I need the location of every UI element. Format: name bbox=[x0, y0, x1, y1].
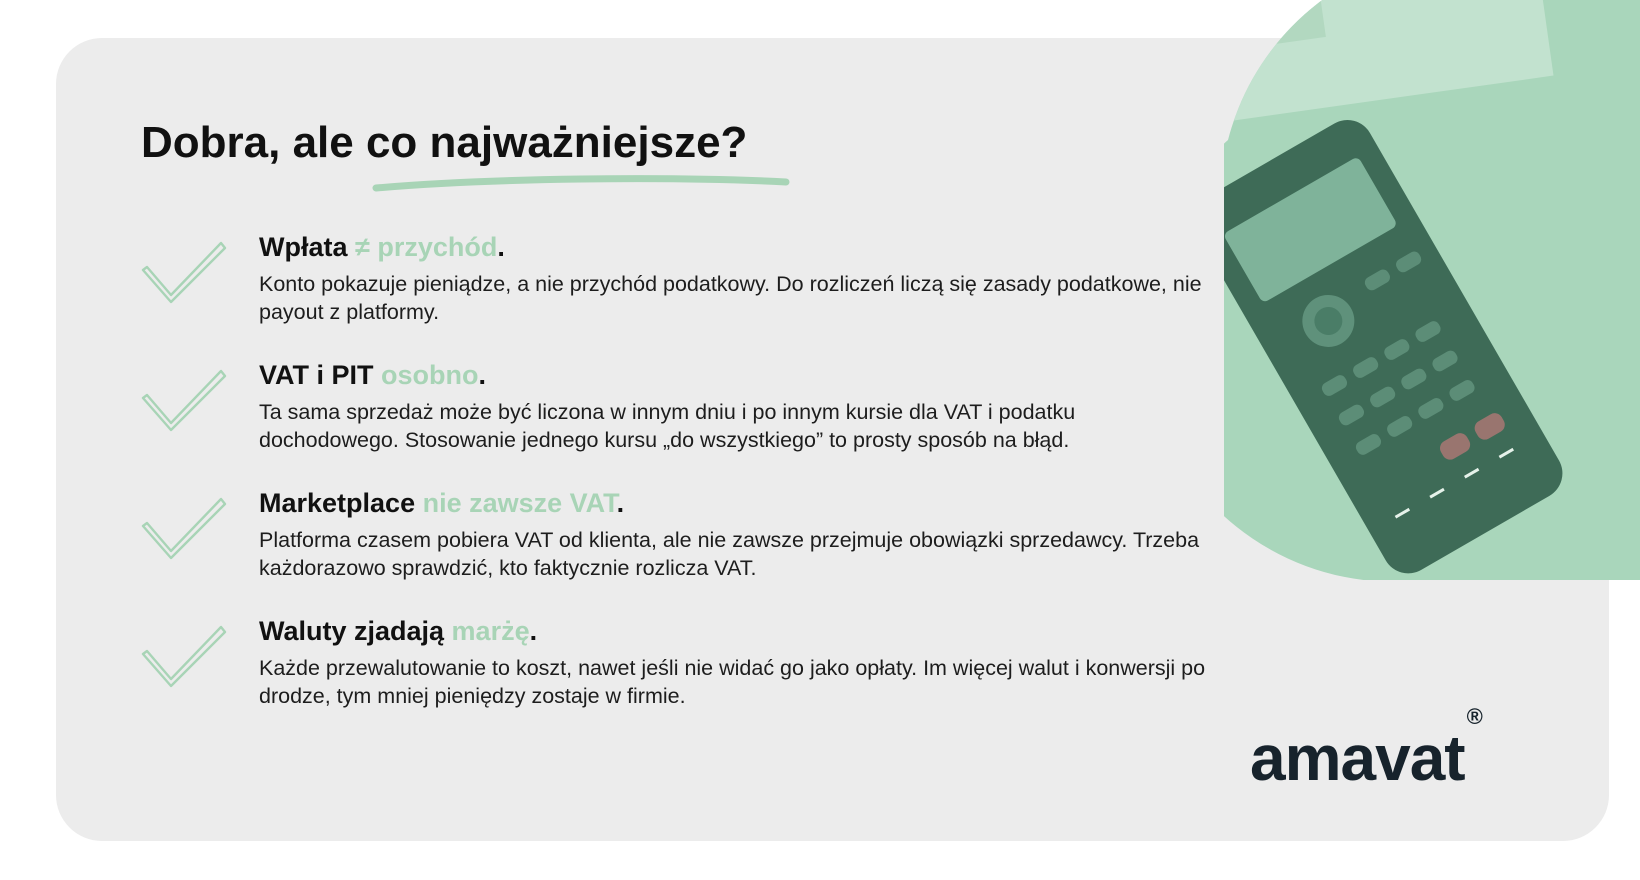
item-heading: Wpłata ≠ przychód. bbox=[259, 232, 505, 262]
check-icon bbox=[141, 240, 229, 308]
item-text: Każde przewalutowanie to koszt, nawet jeśli nie widać go jako opłaty. Im więcej walut i konwersji po drodze, tym mniej pieniędzy zostaje w firmie. bbox=[259, 656, 1206, 708]
item-text: Platforma czasem pobiera VAT od klienta, ale nie zawsze przejmuje obowiązki sprzedawcy. Trzeba każdorazowo sprawdzić, kto faktycznie rozlicza VAT. bbox=[259, 528, 1200, 580]
item-heading: Marketplace nie zawsze VAT. bbox=[259, 488, 625, 518]
brand-logo: amavat® bbox=[1250, 703, 1483, 794]
item-text: Ta sama sprzedaż może być liczona w innym dniu i po innym kursie dla VAT i podatku dochodowego. Stosowanie jednego kursu „do wszystkiego” to prosty sposób na błąd. bbox=[259, 400, 1076, 452]
check-icon bbox=[141, 496, 229, 564]
page-title: Dobra, ale co najważniejsze? bbox=[141, 118, 748, 167]
check-icon bbox=[141, 624, 229, 692]
title-underline bbox=[372, 172, 792, 196]
check-icon bbox=[141, 368, 229, 436]
calculator-photo bbox=[1224, 0, 1640, 580]
item-heading: Waluty zjadają marżę. bbox=[259, 616, 538, 646]
item-text: Konto pokazuje pieniądze, a nie przychód podatkowy. Do rozliczeń liczą się zasady podatkowe, nie payout z platformy. bbox=[259, 272, 1202, 324]
item-heading: VAT i PIT osobno. bbox=[259, 360, 487, 390]
